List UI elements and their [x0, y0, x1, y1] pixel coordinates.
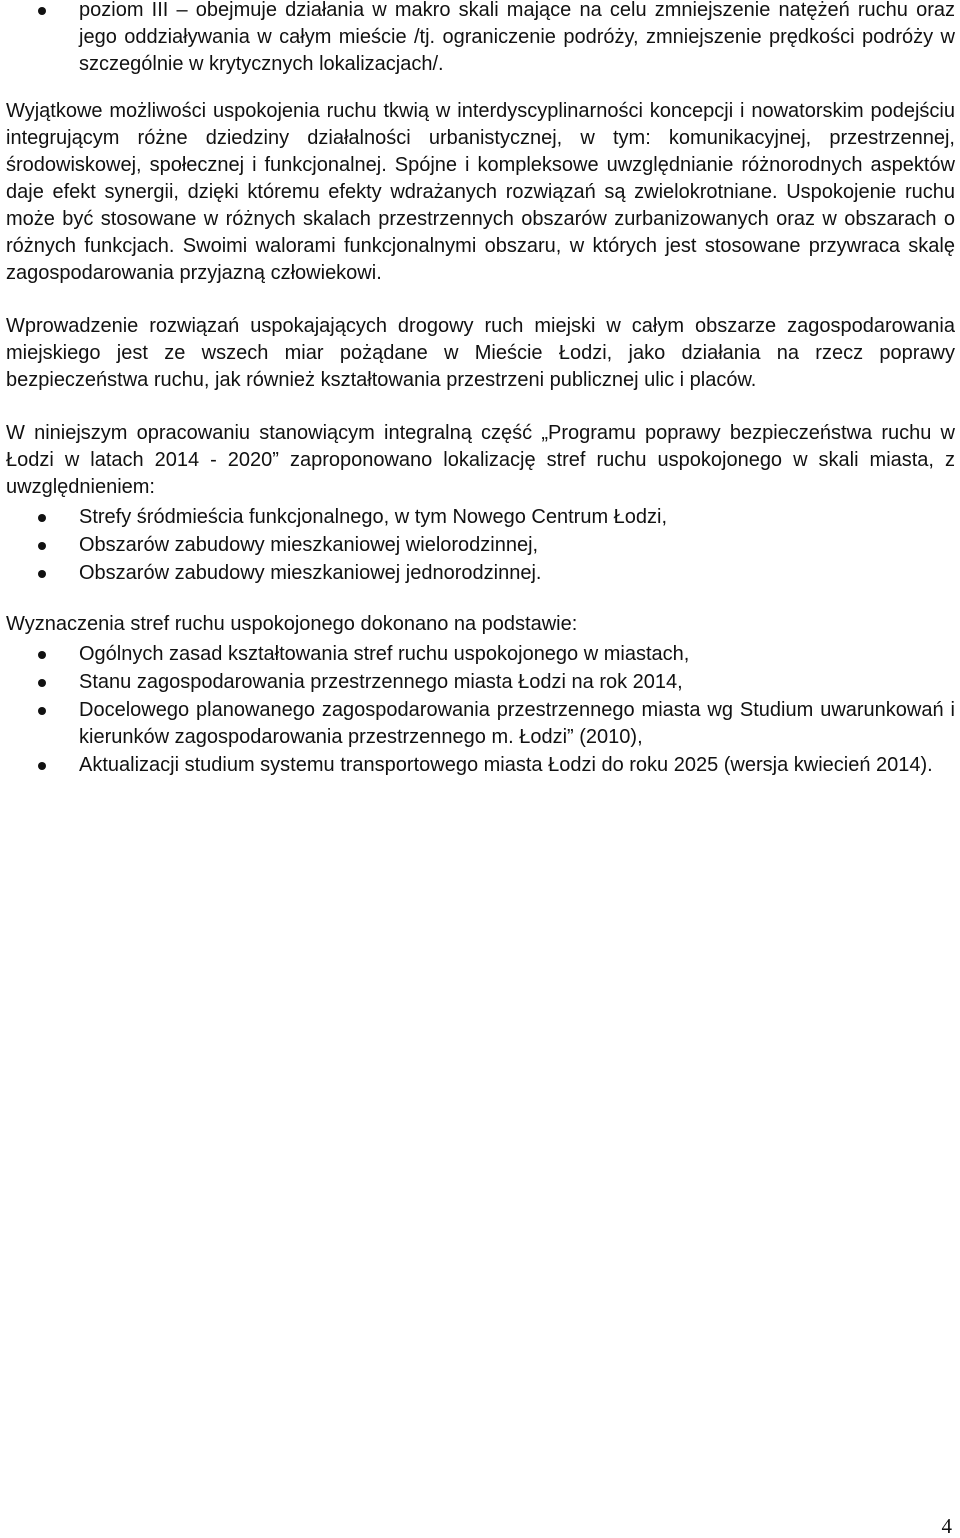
- basis-bullet-list: [6, 641, 955, 779]
- bullet-icon: [38, 514, 46, 522]
- page-number: 4: [941, 1514, 952, 1538]
- list-item-text: Obszarów zabudowy mieszkaniowej jednorodzinnej.: [79, 562, 542, 584]
- list-item: [6, 752, 955, 779]
- list-item-text: Strefy śródmieścia funkcjonalnego, w tym Nowego Centrum Łodzi,: [79, 506, 668, 528]
- paragraph-introduction-solutions: Wprowadzenie rozwiązań uspokajających drogowy ruch miejski w całym obszarze zagospodarowania miejskiego jest ze wszech miar pożądane w Mieście Łodzi, jako działania na rzecz poprawy bezpieczeństwa ruchu, jak również kształtowania przestrzeni publicznej ulic i placów.: [6, 315, 955, 391]
- list-item: [6, 669, 955, 696]
- paragraph-basis-intro: Wyznaczenia stref ruchu uspokojonego dokonano na podstawie:: [6, 613, 578, 635]
- bullet-icon: [38, 651, 46, 659]
- zones-bullet-list: [6, 504, 955, 587]
- list-item-text: Stanu zagospodarowania przestrzennego miasta Łodzi na rok 2014,: [79, 671, 683, 693]
- bullet-icon: [38, 542, 46, 550]
- bullet-icon: [38, 707, 46, 715]
- document-page: [6, 0, 955, 779]
- list-item: [6, 697, 955, 751]
- list-item-text: Aktualizacji studium systemu transportowego miasta Łodzi do roku 2025 (wersja kwiecień 2014).: [79, 754, 933, 776]
- list-item-text: poziom III – obejmuje działania w makro skali mające na celu zmniejszenie natężeń ruchu oraz jego oddziaływania w całym mieście /tj. ograniczenie podróży, zmniejszenie prędkości podróży w szczególnie w krytycznych lokalizacjach/.: [79, 0, 955, 75]
- list-item-text: Obszarów zabudowy mieszkaniowej wielorodzinnej,: [79, 534, 539, 556]
- list-item: [6, 560, 955, 587]
- bullet-icon: [38, 679, 46, 687]
- list-item: [6, 532, 955, 559]
- bullet-icon: [38, 7, 46, 15]
- bullet-icon: [38, 762, 46, 770]
- list-item: [6, 641, 955, 668]
- paragraph-program-study: W niniejszym opracowaniu stanowiącym integralną część „Programu poprawy bezpieczeństwa ruchu w Łodzi w latach 2014 - 2020” zaproponowano lokalizację stref ruchu uspokojonego w skali miasta, z uwzględnieniem:: [6, 422, 955, 498]
- list-item-text: Ogólnych zasad kształtowania stref ruchu uspokojonego w miastach,: [79, 643, 690, 665]
- bullet-icon: [38, 570, 46, 578]
- intro-bullet-list: [6, 0, 955, 78]
- paragraph-traffic-calming-possibilities: Wyjątkowe możliwości uspokojenia ruchu tkwią w interdyscyplinarności koncepcji i nowatorskim podejściu integrującym różne dziedziny działalności urbanistycznej, w tym: komunikacyjnej, przestrzennej, środowiskowej, społecznej i funkcjonalnej. Spójne i kompleksowe uwzględnianie różnorodnych aspektów daje efekt synergii, dzięki któremu efekty wdrażanych rozwiązań są zwielokrotniane. Uspokojenie ruchu może być stosowane w różnych skalach przestrzennych obszarów zurbanizowanych oraz w obszarach o różnych funkcjach. Swoimi walorami funkcjonalnymi obszaru, w których jest stosowane przywraca skalę zagospodarowania przyjazną człowiekowi.: [6, 100, 955, 284]
- list-item: [6, 0, 955, 78]
- list-item-text: Docelowego planowanego zagospodarowania przestrzennego miasta wg Studium uwarunkowań i kierunków zagospodarowania przestrzennego m. Łodzi” (2010),: [79, 699, 955, 748]
- list-item: [6, 504, 955, 531]
